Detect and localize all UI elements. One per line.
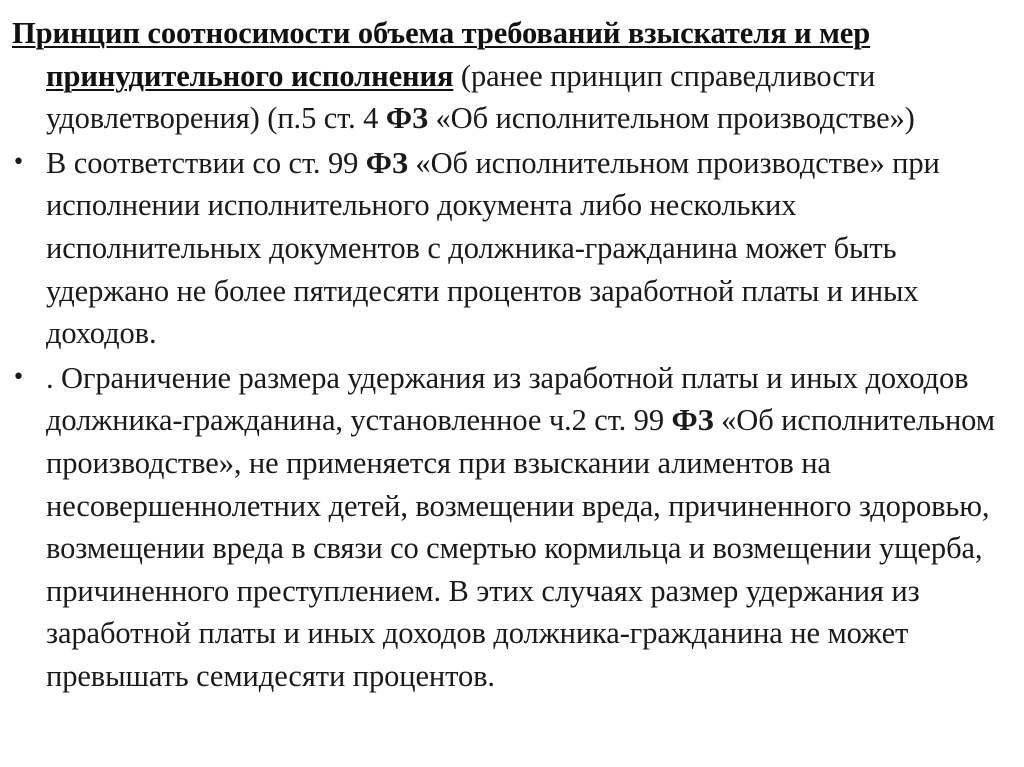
heading-paragraph: [12, 12, 1010, 140]
bullet-marker: •: [12, 149, 25, 175]
bullet-marker: •: [12, 364, 25, 390]
heading-note-part-2: «Об исполнительном производстве»): [427, 101, 915, 136]
bullet-1-text-part-1: В соответствии со ст. 99: [46, 145, 366, 180]
bullet-2-text-part-2: «Об исполнительном производстве», не применяется при взыскании алиментов на несовершеннолетних детей, возмещении вреда, причиненного здоровью, возмещении вреда в связи со смертью кормильца и возмещении ущерба, причиненного преступлением. В этих случаях размер удержания из заработной платы и иных доходов должника-гражданина не может превышать семидесяти процентов.: [46, 403, 995, 693]
heading-principle-title: Принцип соотносимости объема требований взыскателя и мер принудительного исполнения: [12, 16, 871, 93]
bullet-item-2: [12, 357, 1010, 698]
bullet-2-fz-abbrev: ФЗ: [671, 403, 714, 438]
bullet-2-text-part-1: . Ограничение размера удержания из заработной платы и иных доходов должника-гражданина, установленное ч.2 ст. 99: [46, 360, 969, 438]
bullet-1-text-part-2: «Об исполнительном производстве» при исполнении исполнительного документа либо нескольких исполнительных документов с должника-гражданина может быть удержано не более пятидесяти процентов заработной платы и иных доходов.: [46, 145, 940, 351]
bullet-item-1: [12, 142, 1010, 355]
bullet-1-fz-abbrev: ФЗ: [365, 145, 408, 180]
heading-fz-abbrev: ФЗ: [385, 101, 428, 136]
heading-note-part-1: (ранее принцип справедливости удовлетворения) (п.5 ст. 4: [46, 58, 876, 136]
